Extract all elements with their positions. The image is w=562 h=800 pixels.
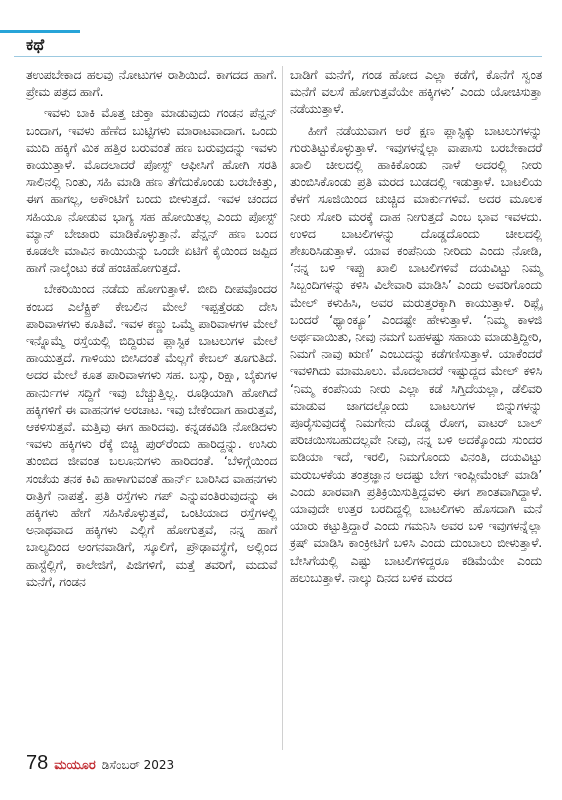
magazine-logo: ಮಯೂರ	[54, 758, 96, 773]
page-number: 78	[26, 752, 49, 774]
page-footer	[26, 752, 174, 775]
right-column	[290, 66, 542, 586]
paragraph: ಇವಳು ಬಾಕಿ ಮೊತ್ತ ಚುಕ್ತಾ ಮಾಡುವುದು ಗಂಡನ ಪೆನ್ಷನ್ ಬಂದಾಗ, ಇವಳು ಹೆಣೆದ ಬುಟ್ಟಿಗಳು ಮಾರಾಟವಾದಾಗ. ಒಂದು ಮುದಿ ಹಕ್ಕಿಗೆ ಮಿಕ ಹತ್ತಿರ ಬರುವಂತೆ ಹಣ ಬರುವುದನ್ನು ಇವಳು ಕಾಯುತ್ತಾಳೆ. ಮೊದಲಾದರೆ ಪೋಸ್ಟ್ ಆಫೀಸಿಗೆ ಹೋಗಿ ಸರತಿ ಸಾಲಿನಲ್ಲಿ ನಿಂತು, ಸಹಿ ಮಾಡಿ ಹಣ ತೆಗೆದುಕೊಂಡು ಬರಬೇಕಿತ್ತು, ಈಗ ಹಾಗಲ್ಲ, ಅಕೌಂಟಿಗೆ ಬಂದು ಬೀಳುತ್ತದೆ. ಇವಳ ಚಂದದ ಸಹಿಯೂ ನೋಡುವ ಭಾಗ್ಯ ಸಹ ಹೋಯಿತಲ್ಲ ಎಂದು ಪೋಸ್ಟ್ ಮ್ಯಾನ್ ಬೇಜಾರು ಮಾಡಿಕೊಳ್ಳುತ್ತಾನೆ. ಪೆನ್ಷನ್ ಹಣ ಬಂದ ಕೂಡಲೇ ಮಾವಿನ ಕಾಯಿಯನ್ನು ಒಂದೇ ಏಟಿಗೆ ಕೈಯಿಂದ ಜಪ್ಪಿದ ಹಾಗೆ ನಾಲ್ಕೆಂಟು ಕಡೆ ಹಂಚಿಹೋಗುತ್ತದೆ.	[26, 105, 277, 276]
paragraph: ಹೀಗೆ ನಡೆಯುವಾಗ ಅರೆ ಕ್ಷಣ ಪ್ಲಾಸ್ಟಿಕ್ಕು ಬಾಟಲುಗಳನ್ನು ಗುರುತಿಟ್ಟುಕೊಳ್ಳುತ್ತಾಳೆ. ಇವುಗಳನ್ನೆಲ್ಲಾ ವಾಪಾಸು ಬರಬೇಕಾದರೆ ಖಾಲಿ ಚೀಲದಲ್ಲಿ ಹಾಕಿಕೊಂಡು ನಾಳೆ ಅದರಲ್ಲಿ ನೀರು ತುಂಬಿಸಿಕೊಂಡು ಪ್ರತಿ ಮರದ ಬುಡದಲ್ಲಿ ಇಡುತ್ತಾಳೆ. ಬಾಟಲಿಯ ಕೆಳಗೆ ಸೂಜಿಯಿಂದ ಚುಚ್ಚಿದ ಮಾರ್ಕುಗಳಿವೆ. ಅದರ ಮೂಲಕ ನೀರು ಸೋರಿ ಮರಕ್ಕೆ ದಾಹ ನೀಗುತ್ತದೆ ಎಂಬ ಭಾವ ಇವಳದು. ಉಳಿದ ಬಾಟಲಿಗಳನ್ನು ದೊಡ್ಡದೊಂದು ಚೀಲದಲ್ಲಿ ಶೇಖರಿಸಿಡುತ್ತಾಳೆ. ಯಾವ ಕಂಪೆನಿಯ ನೀರಿದು ಎಂದು ನೋಡಿ, ‘ನನ್ನ ಬಳಿ ಇಪ್ಪು ಖಾಲಿ ಬಾಟಲಿಗಳಿವೆ ದಯವಿಟ್ಟು ನಿಮ್ಮ ಸಿಬ್ಬಂದಿಗಳನ್ನು ಕಳಿಸಿ ವಿಲೇವಾರಿ ಮಾಡಿಸಿ’ ಎಂದು ಅವರಿಗೊಂದು ಮೇಲ್ ಕಳುಹಿಸಿ, ಅವರ ಮರುತ್ತರಕ್ಕಾಗಿ ಕಾಯುತ್ತಾಳೆ. ರಿಪ್ಲೈ ಬಂದರೆ ‘ಥ್ಯಾಂಕ್ಯೂ’ ಎಂದಷ್ಟೇ ಹೇಳುತ್ತಾಳೆ. ‘ನಿಮ್ಮ ಕಾಳಜಿ ಅರ್ಥವಾಯಿತು, ನೀವು ನಮಗೆ ಬಹಳಷ್ಟು ಸಹಾಯ ಮಾಡುತ್ತಿದ್ದೀರಿ, ನಿಮಗೆ ನಾವು ಋಣಿ’ ಎಂಬುದನ್ನು ಕಡೆಗಣಿಸುತ್ತಾಳೆ. ಯಾಕೆಂದರೆ ಇವಳಿಗಿದು ಮಾಮೂಲು. ಮೊದಲಾದರೆ ಇಷ್ಟುದ್ದದ ಮೇಲ್ ಕಳಿಸಿ ‘ನಿಮ್ಮ ಕಂಪೆನಿಯ ನೀರು ಎಲ್ಲಾ ಕಡೆ ಸಿಗ್ತಿದೆಯಲ್ಲಾ, ಡೆಲಿವರಿ ಮಾಡುವ ಜಾಗದಲ್ಲೊಂದು ಬಾಟಲುಗಳ ಬಿನ್ನುಗಳನ್ನು ಪೂರೈಸುವುದಕ್ಕೆ ನಿಮಗೇನು ದೊಡ್ಡ ರೋಗ, ವಾಟರ್ ಬಾಲ್ ಪರಿಚಯಿಸಬಹುದಲ್ಲವೇ ನೀವು, ನನ್ನ ಬಳಿ ಅದಕ್ಕೊಂದು ಸುಂದರ ಐಡಿಯಾ ಇದೆ, ಇರಲಿ, ನಿಮಗೊಂದು ವಿನಂತಿ, ದಯವಿಟ್ಟು ಮರುಬಳಕೆಯ ತಂತ್ರಜ್ಞಾನ ಅದಷ್ಟು ಬೇಗ ಇಂಪ್ಲೀಮೆಂಟ್ ಮಾಡಿ’ ಎಂದು ಖಾರವಾಗಿ ಪ್ರತಿಕ್ರಿಯಿಸುತ್ತಿದ್ದವಳು ಈಗ ಶಾಂತವಾಗಿದ್ದಾಳೆ. ಯಾವುದೇ ಉತ್ತರ ಬರದಿದ್ದಲ್ಲಿ ಬಾಟಲಿಗಳು ಹೊಸದಾಗಿ ಮನೆ ಯಾರು ಕಟ್ಟುತ್ತಿದ್ದಾರೆ ಎಂದು ಗಮನಿಸಿ ಅವರ ಬಳಿ ಇವುಗಳನ್ನೆಲ್ಲಾ ಕ್ರಷ್ ಮಾಡಿಸಿ ಕಾಂಕ್ರೀಟಿಗೆ ಬಳಿಸಿ ಎಂದು ದುಂಬಾಲು ಬೀಳುತ್ತಾಳೆ. ಬೇಸಿಗೆಯಲ್ಲಿ ಎಷ್ಟು ಬಾಟಲಿಗಳಿದ್ದರೂ ಕಡಿಮೆಯೇ ಎಂದು ಹಲುಬುತ್ತಾಳೆ. ನಾಲ್ಕು ದಿನದ ಬಳಿಕ ಮರದ	[290, 122, 542, 585]
paragraph: ತಉಪಬೇಕಾದ ಹಲವು ನೋಟುಗಳ ರಾಶಿಯಿದೆ. ಕಾಗದದ ಹಾಗೆ. ಪ್ರೇಮ ಪತ್ರದ ಹಾಗೆ.	[26, 67, 277, 100]
section-title: ಕಥೆ	[26, 35, 45, 54]
header-accent-bar	[0, 30, 80, 33]
issue-date: ಡಿಸೆಂಬರ್ 2023	[101, 758, 175, 772]
paragraph: ಬಾಡಿಗೆ ಮನೆಗೆ, ಗಂಡ ಹೋದ ಎಲ್ಲಾ ಕಡೆಗೆ, ಕೊನೆಗೆ ಸ್ವಂತ ಮನೆಗೆ ವಲಸೆ ಹೋಗುತ್ತವೆಯೇ ಹಕ್ಕಿಗಳು’ ಎಂದು ಯೋಚಿಸುತ್ತಾ ನಡೆಯುತ್ತಾಳೆ.	[290, 67, 542, 117]
column-divider	[282, 66, 283, 750]
paragraph: ಬೇಕರಿಯಿಂದ ನಡೆದು ಹೋಗುತ್ತಾಳೆ. ಬೀದಿ ದೀಪವೊಂದರ ಕಂಬದ ಎಲೆಕ್ಟ್ರಿಕ್ ಕೇಬಲಿನ ಮೇಲೆ ಇಪ್ಪತ್ತೆರಡು ದೇಸಿ ಪಾರಿವಾಳಗಳು ಕೂತಿವೆ. ಇವಳ ಕಣ್ಣು ಒಮ್ಮೆ ಪಾರಿವಾಳಗಳ ಮೇಲೆ ಇನ್ನೊಮ್ಮೆ ರಸ್ತೆಯಲ್ಲಿ ಬಿದ್ದಿರುವ ಪ್ಲಾಸ್ಟಿಕ ಬಾಟಲುಗಳ ಮೇಲೆ ಹಾಯುತ್ತದೆ. ಗಾಳಿಯು ಬೀಸಿದಂತೆ ಮೆಲ್ಲಗೆ ಕೇಬಲ್ ತೂಗುತಿದೆ. ಅದರ ಮೇಲೆ ಕೂತ ಪಾರಿವಾಳಗಳು ಸಹ. ಬಸ್ಸು, ರಿಕ್ಷಾ, ಬೈಕುಗಳ ಹಾರ್ನುಗಳ ಸದ್ದಿಗೆ ಇವು ಬೆಚ್ಚುತ್ತಿಲ್ಲ. ರೂಢಿಯಾಗಿ ಹೋಗಿದೆ ಹಕ್ಕಿಗಳಿಗೆ ಈ ವಾಹನಗಳ ಅರಚಾಟ. ಇವು ಬೇಕೆಂದಾಗ ಹಾರುತ್ತವೆ, ಆಕಳಿಸುತ್ತವೆ. ಮತ್ತಿವು ಈಗ ಹಾರಿದವು. ಕನ್ನಡಕವಿಡಿ ನೋಡಿದಳು ಇವಳು ಹಕ್ಕಿಗಳು ರೆಕ್ಕೆ ಬಿಚ್ಚಿ ಪುರ್‌ರೆಂದು ಹಾರಿದ್ದನ್ನು. ಉಸಿರು ತುಂಬಿದ ಜೀವಂತ ಬಲೂನುಗಳು ಹಾರಿದಂತೆ. ‘ಬೆಳಿಗ್ಗೆಯಿಂದ ಸಂಜೆಯ ತನಕ ಕಿವಿ ಹಾಳಾಗುವಂತೆ ಹಾರ್ನ್ ಬಾರಿಸಿದ ವಾಹನಗಳು ರಾತ್ರಿಗೆ ನಾಪತ್ತೆ. ಪ್ರತಿ ರಸ್ತೆಗಳು ಗಪ್ ಎನ್ನುವಂತಿರುವುದನ್ನು ಈ ಹಕ್ಕಿಗಳು ಹೇಗೆ ಸಹಿಸಿಕೊಳ್ಳುತ್ತವೆ, ಒಂಟಿಯಾದ ರಸ್ತೆಗಳಲ್ಲಿ ಅನಾಥವಾದ ಹಕ್ಕಿಗಳು ಎಲ್ಲಿಗೆ ಹೋಗುತ್ತವೆ, ನನ್ನ ಹಾಗೆ ಬಾಲ್ಯದಿಂದ ಅಂಗನವಾಡಿಗೆ, ಸ್ಕೂಲಿಗೆ, ಪ್ರೌಢಾವಸ್ಥೆಗೆ, ಅಲ್ಲಿಂದ ಹಾಸ್ಟೆಲ್ಲಿಗೆ, ಕಾಲೇಜಿಗೆ, ಪಿಜಿಗಳಿಗೆ, ಮತ್ತೆ ತವರಿಗೆ, ಮದುವೆ ಮನೆಗೆ, ಗಂಡನ	[26, 281, 277, 589]
left-column	[26, 66, 277, 590]
header-rule	[14, 56, 542, 57]
